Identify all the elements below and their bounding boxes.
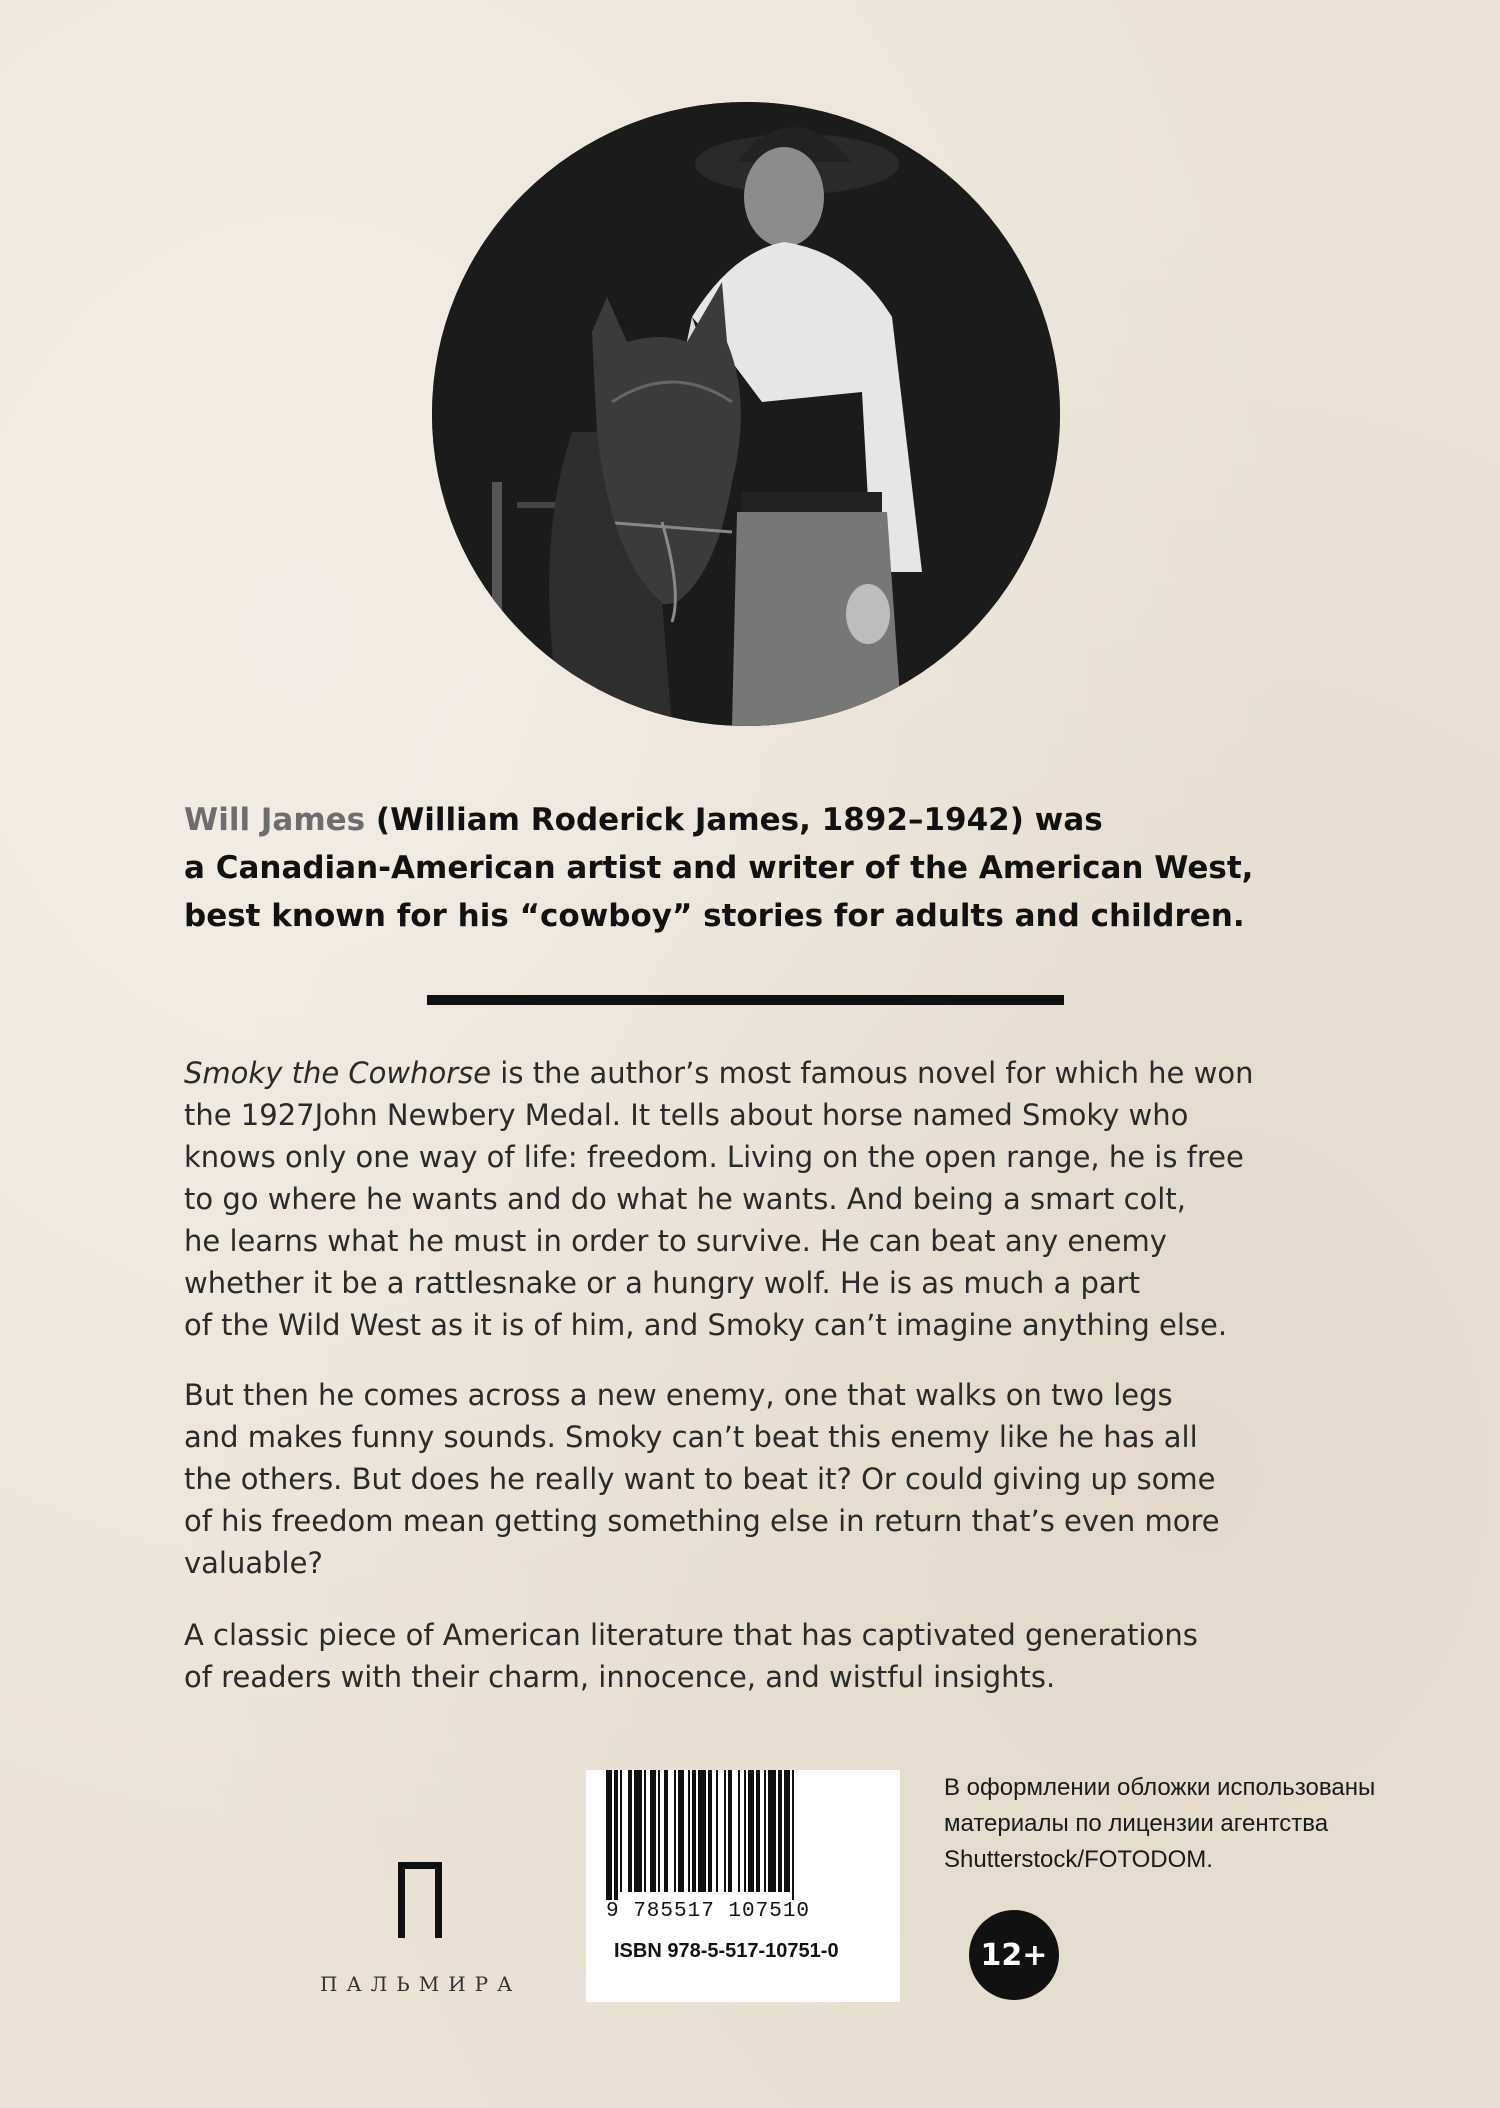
p1-line-0: is the author’s most famous novel for which he won <box>491 1056 1254 1090</box>
bio-line-2: a Canadian-American artist and writer of the American West, <box>184 850 1254 886</box>
p1-line: the 1927John Newbery Medal. It tells about horse named Smoky who <box>184 1098 1189 1132</box>
author-photo-image <box>432 102 1060 726</box>
description-paragraph-2 <box>184 1374 1384 1584</box>
p3-line: A classic piece of American literature that has captivated generations <box>184 1618 1198 1652</box>
book-title: Smoky the Cowhorse <box>184 1056 492 1090</box>
image-credit <box>944 1770 1444 1878</box>
p1-line: whether it be a rattlesnake or a hungry wolf. He is as much a part <box>184 1266 1140 1300</box>
p1-line: of the Wild West as it is of him, and Smoky can’t imagine anything else. <box>184 1308 1228 1342</box>
credit-line: В оформлении обложки использованы <box>944 1774 1376 1801</box>
p2-line: and makes funny sounds. Smoky can’t beat this enemy like he has all <box>184 1420 1198 1454</box>
description-paragraph-3 <box>184 1614 1384 1698</box>
credit-line: материалы по лицензии агентства <box>944 1810 1329 1837</box>
p3-line: of readers with their charm, innocence, and wistful insights. <box>184 1660 1056 1694</box>
p2-line: But then he comes across a new enemy, one that walks on two legs <box>184 1378 1173 1412</box>
publisher-logo <box>320 1862 520 1996</box>
author-bio <box>184 796 1354 940</box>
p2-line: of his freedom mean getting something else in return that’s even more <box>184 1504 1220 1538</box>
p1-line: knows only one way of life: freedom. Living on the open range, he is free <box>184 1140 1244 1174</box>
bio-line-1 <box>184 796 1354 844</box>
bio-line-1-text: (William Roderick James, 1892–1942) was <box>365 802 1103 838</box>
isbn: ISBN 978-5-517-10751-0 <box>614 1940 839 1962</box>
description-paragraph-1 <box>184 1052 1384 1346</box>
publisher-name: ПАЛЬМИРА <box>320 1972 522 1996</box>
p2-line: the others. But does he really want to beat it? Or could giving up some <box>184 1462 1216 1496</box>
credit-line: Shutterstock/FOTODOM. <box>944 1846 1213 1873</box>
age-rating-badge: 12+ <box>969 1910 1059 2000</box>
divider <box>427 995 1064 1005</box>
barcode-digits: 9 785517 107510 <box>606 1900 811 1923</box>
author-name: Will James <box>184 802 366 838</box>
barcode-bars <box>600 1770 890 1900</box>
publisher-logo-mark <box>398 1862 442 1938</box>
barcode <box>586 1770 900 2002</box>
bio-line-3: best known for his “cowboy” stories for adults and children. <box>184 898 1245 934</box>
p1-line <box>184 1052 1384 1094</box>
author-photo <box>432 102 1060 726</box>
p1-line: he learns what he must in order to survive. He can beat any enemy <box>184 1224 1167 1258</box>
p1-line: to go where he wants and do what he wants. And being a smart colt, <box>184 1182 1186 1216</box>
p2-line: valuable? <box>184 1546 323 1580</box>
